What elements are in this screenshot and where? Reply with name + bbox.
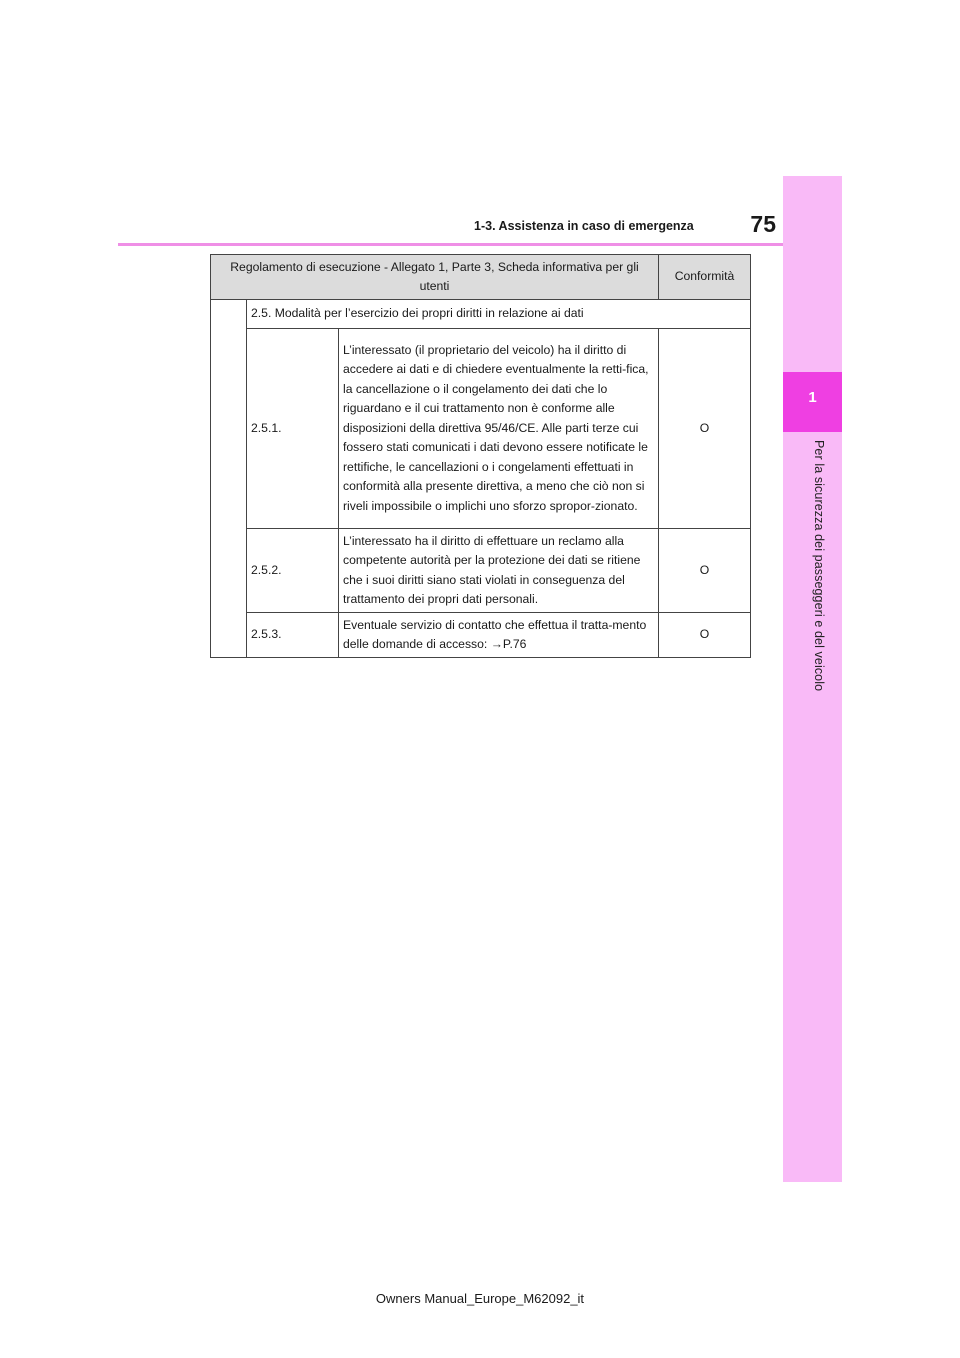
chapter-title: Per la sicurezza dei passeggeri e del veicolo — [812, 440, 826, 692]
row-conformity: O — [659, 329, 751, 529]
header-conformity: Conformità — [659, 255, 751, 300]
row-number: 2.5.1. — [247, 329, 339, 529]
table-header-row — [211, 255, 751, 300]
section-title: 1-3. Assistenza in caso di emergenza — [474, 219, 694, 233]
table-row — [211, 613, 751, 658]
regulation-table — [210, 254, 751, 658]
row-conformity: O — [659, 613, 751, 658]
footer-document-id: Owners Manual_Europe_M62092_it — [375, 1291, 585, 1306]
row-conformity: O — [659, 529, 751, 613]
indent-cell — [211, 300, 247, 658]
page-number: 75 — [750, 211, 776, 237]
row-text: Eventuale servizio di contatto che effettua il tratta-mento delle domande di accesso: →P.76 — [339, 613, 659, 658]
header-regulation: Regolamento di esecuzione - Allegato 1, Parte 3, Scheda informativa per gli utenti — [211, 255, 659, 300]
table-subheading-row — [211, 300, 751, 329]
subheading-cell: 2.5. Modalità per l’esercizio dei propri diritti in relazione ai dati — [247, 300, 751, 329]
header-divider — [118, 243, 783, 246]
row-number: 2.5.3. — [247, 613, 339, 658]
row-text: L’interessato (il proprietario del veicolo) ha il diritto di accedere ai dati e di chiedere eventualmente la retti-fica, la cancellazione o il congelamento dei dati che lo riguardano e il cui trattamento non è conforme alle disposizioni della direttiva 95/46/CE. Alle parti terze cui fossero stati comunicati i dati devono essere notificate le rettifiche, le cancellazioni o i congelamenti effettuati in conformità alla presente direttiva, a meno che ciò non si riveli impossibile o implichi uno sforzo spropor-zionato. — [339, 329, 659, 529]
chapter-number: 1 — [808, 389, 817, 406]
row-number: 2.5.2. — [247, 529, 339, 613]
row-text: L’interessato ha il diritto di effettuare un reclamo alla competente autorità per la protezione dei dati se ritiene che i suoi diritti siano stati violati in conseguenza del trattamento dei propri dati personali. — [339, 529, 659, 613]
table-row — [211, 329, 751, 529]
table-row — [211, 529, 751, 613]
